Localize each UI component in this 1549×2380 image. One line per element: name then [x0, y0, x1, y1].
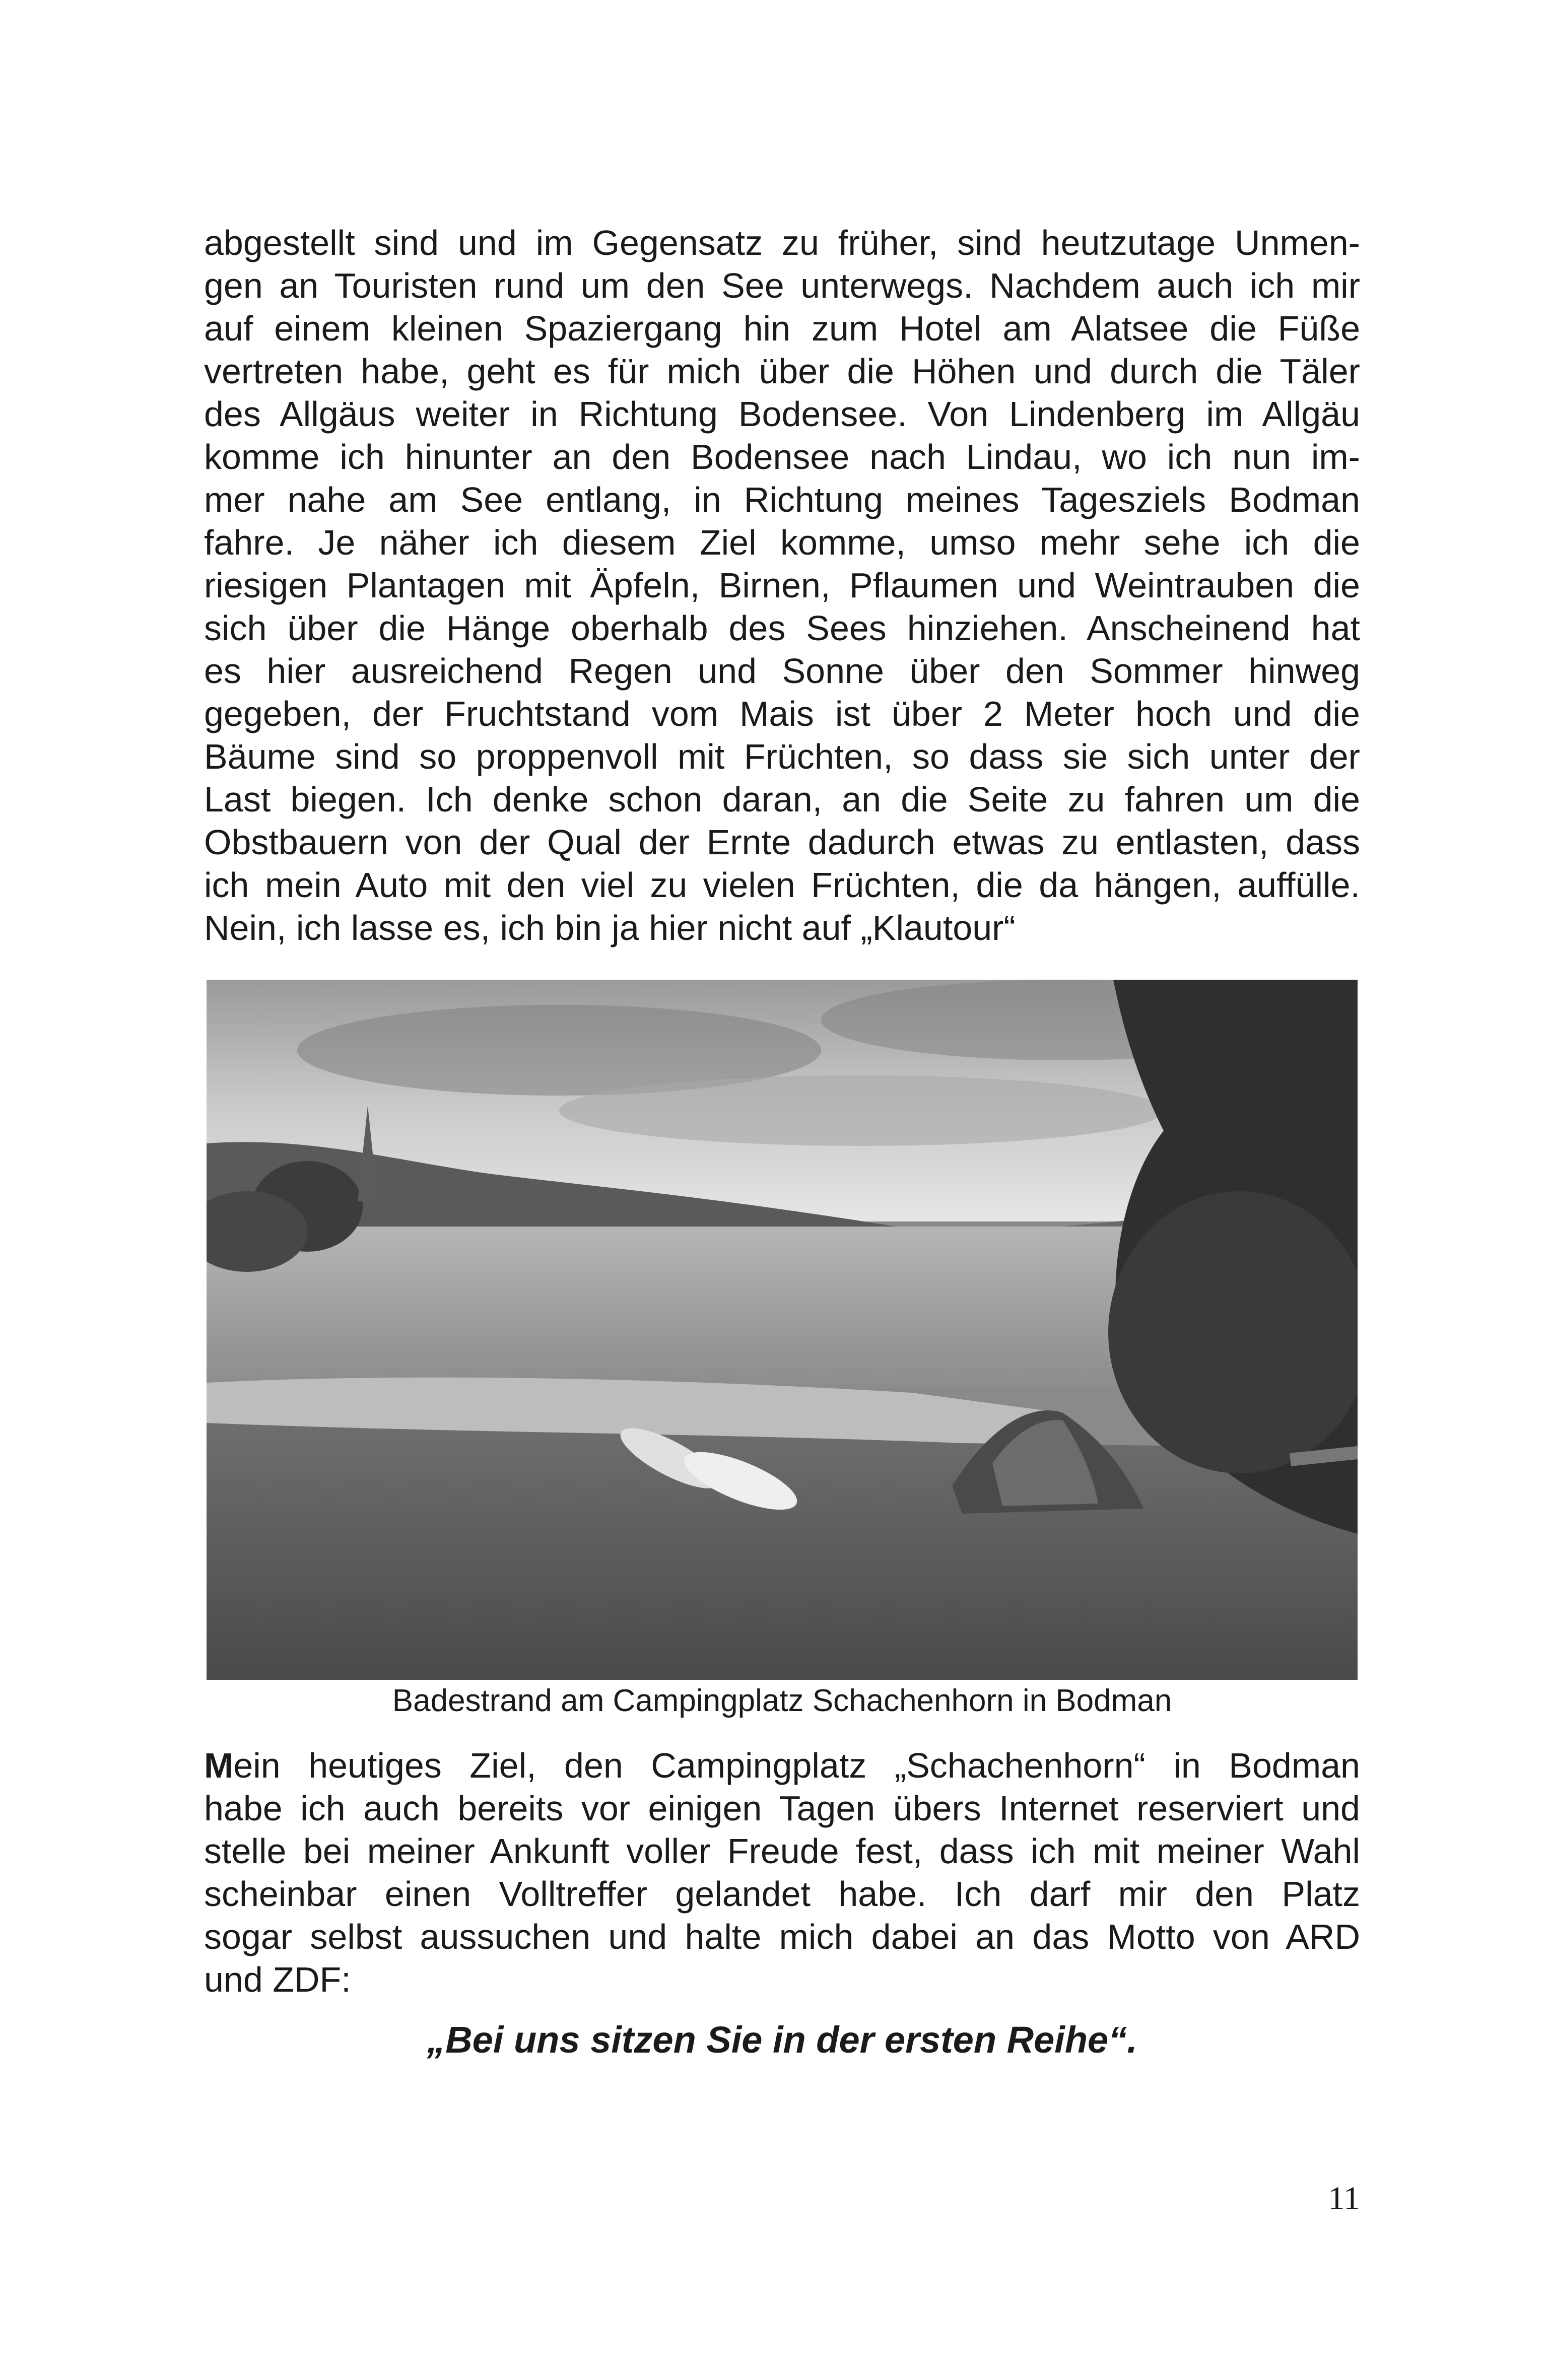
- text-line: habe ich auch bereits vor einigen Tagen übers Internet reserviert und: [204, 1789, 1360, 1828]
- text-line: Nein, ich lasse es, ich bin ja hier nicht auf „Klautour“: [204, 908, 1016, 947]
- lake-camping-photo: [207, 980, 1358, 1680]
- text-line: stelle bei meiner Ankunft voller Freude fest, dass ich mit meiner Wahl: [204, 1831, 1360, 1871]
- text-line: auf einem kleinen Spaziergang hin zum Hotel am Alatsee die Füße: [204, 309, 1360, 348]
- text-line: sogar selbst aussuchen und halte mich dabei an das Motto von ARD: [204, 1917, 1360, 1956]
- text-line: Obstbauern von der Qual der Ernte dadurch etwas zu entlasten, dass: [204, 823, 1360, 862]
- text-line: mer nahe am See entlang, in Richtung meines Tagesziels Bodman: [204, 480, 1360, 519]
- text-line: riesigen Plantagen mit Äpfeln, Birnen, Pflaumen und Weintrauben die: [204, 566, 1360, 605]
- text-line: ich mein Auto mit den viel zu vielen Früchten, die da hängen, auffülle.: [204, 865, 1360, 905]
- text-line: gegeben, der Fruchtstand vom Mais ist über 2 Meter hoch und die: [204, 694, 1360, 733]
- text-line: Bäume sind so proppenvoll mit Früchten, so dass sie sich unter der: [204, 737, 1360, 776]
- text-line: abgestellt sind und im Gegensatz zu früher, sind heutzutage Unmen-: [204, 223, 1360, 262]
- text-line: Last biegen. Ich denke schon daran, an die Seite zu fahren um die: [204, 780, 1360, 819]
- page-number: 11: [1328, 2180, 1360, 2217]
- text-line: des Allgäus weiter in Richtung Bodensee. Von Lindenberg im Allgäu: [204, 394, 1360, 434]
- text-line: sich über die Hänge oberhalb des Sees hinziehen. Anscheinend hat: [204, 608, 1360, 648]
- text-line: es hier ausreichend Regen und Sonne über den Sommer hinweg: [204, 651, 1360, 691]
- photo-caption: Badestrand am Campingplatz Schachenhorn in Bodman: [392, 1683, 1172, 1718]
- text-line: scheinbar einen Volltreffer gelandet habe. Ich darf mir den Platz: [204, 1874, 1360, 1914]
- text-line: fahre. Je näher ich diesem Ziel komme, umso mehr sehe ich die: [204, 523, 1360, 562]
- text-line: [204, 1744, 1360, 1787]
- drop-cap: M: [204, 1746, 234, 1785]
- text-line: und ZDF:: [204, 1960, 351, 1999]
- text-line: vertreten habe, geht es für mich über die Höhen und durch die Täler: [204, 352, 1360, 391]
- motto-quote: „Bei uns sitzen Sie in der ersten Reihe“.: [427, 2019, 1137, 2061]
- text-line: komme ich hinunter an den Bodensee nach Lindau, wo ich nun im-: [204, 437, 1360, 477]
- text-line: gen an Touristen rund um den See unterwegs. Nachdem auch ich mir: [204, 266, 1360, 305]
- first-line-text: ein heutiges Ziel, den Campingplatz „Schachenhorn“ in Bodman: [233, 1746, 1360, 1785]
